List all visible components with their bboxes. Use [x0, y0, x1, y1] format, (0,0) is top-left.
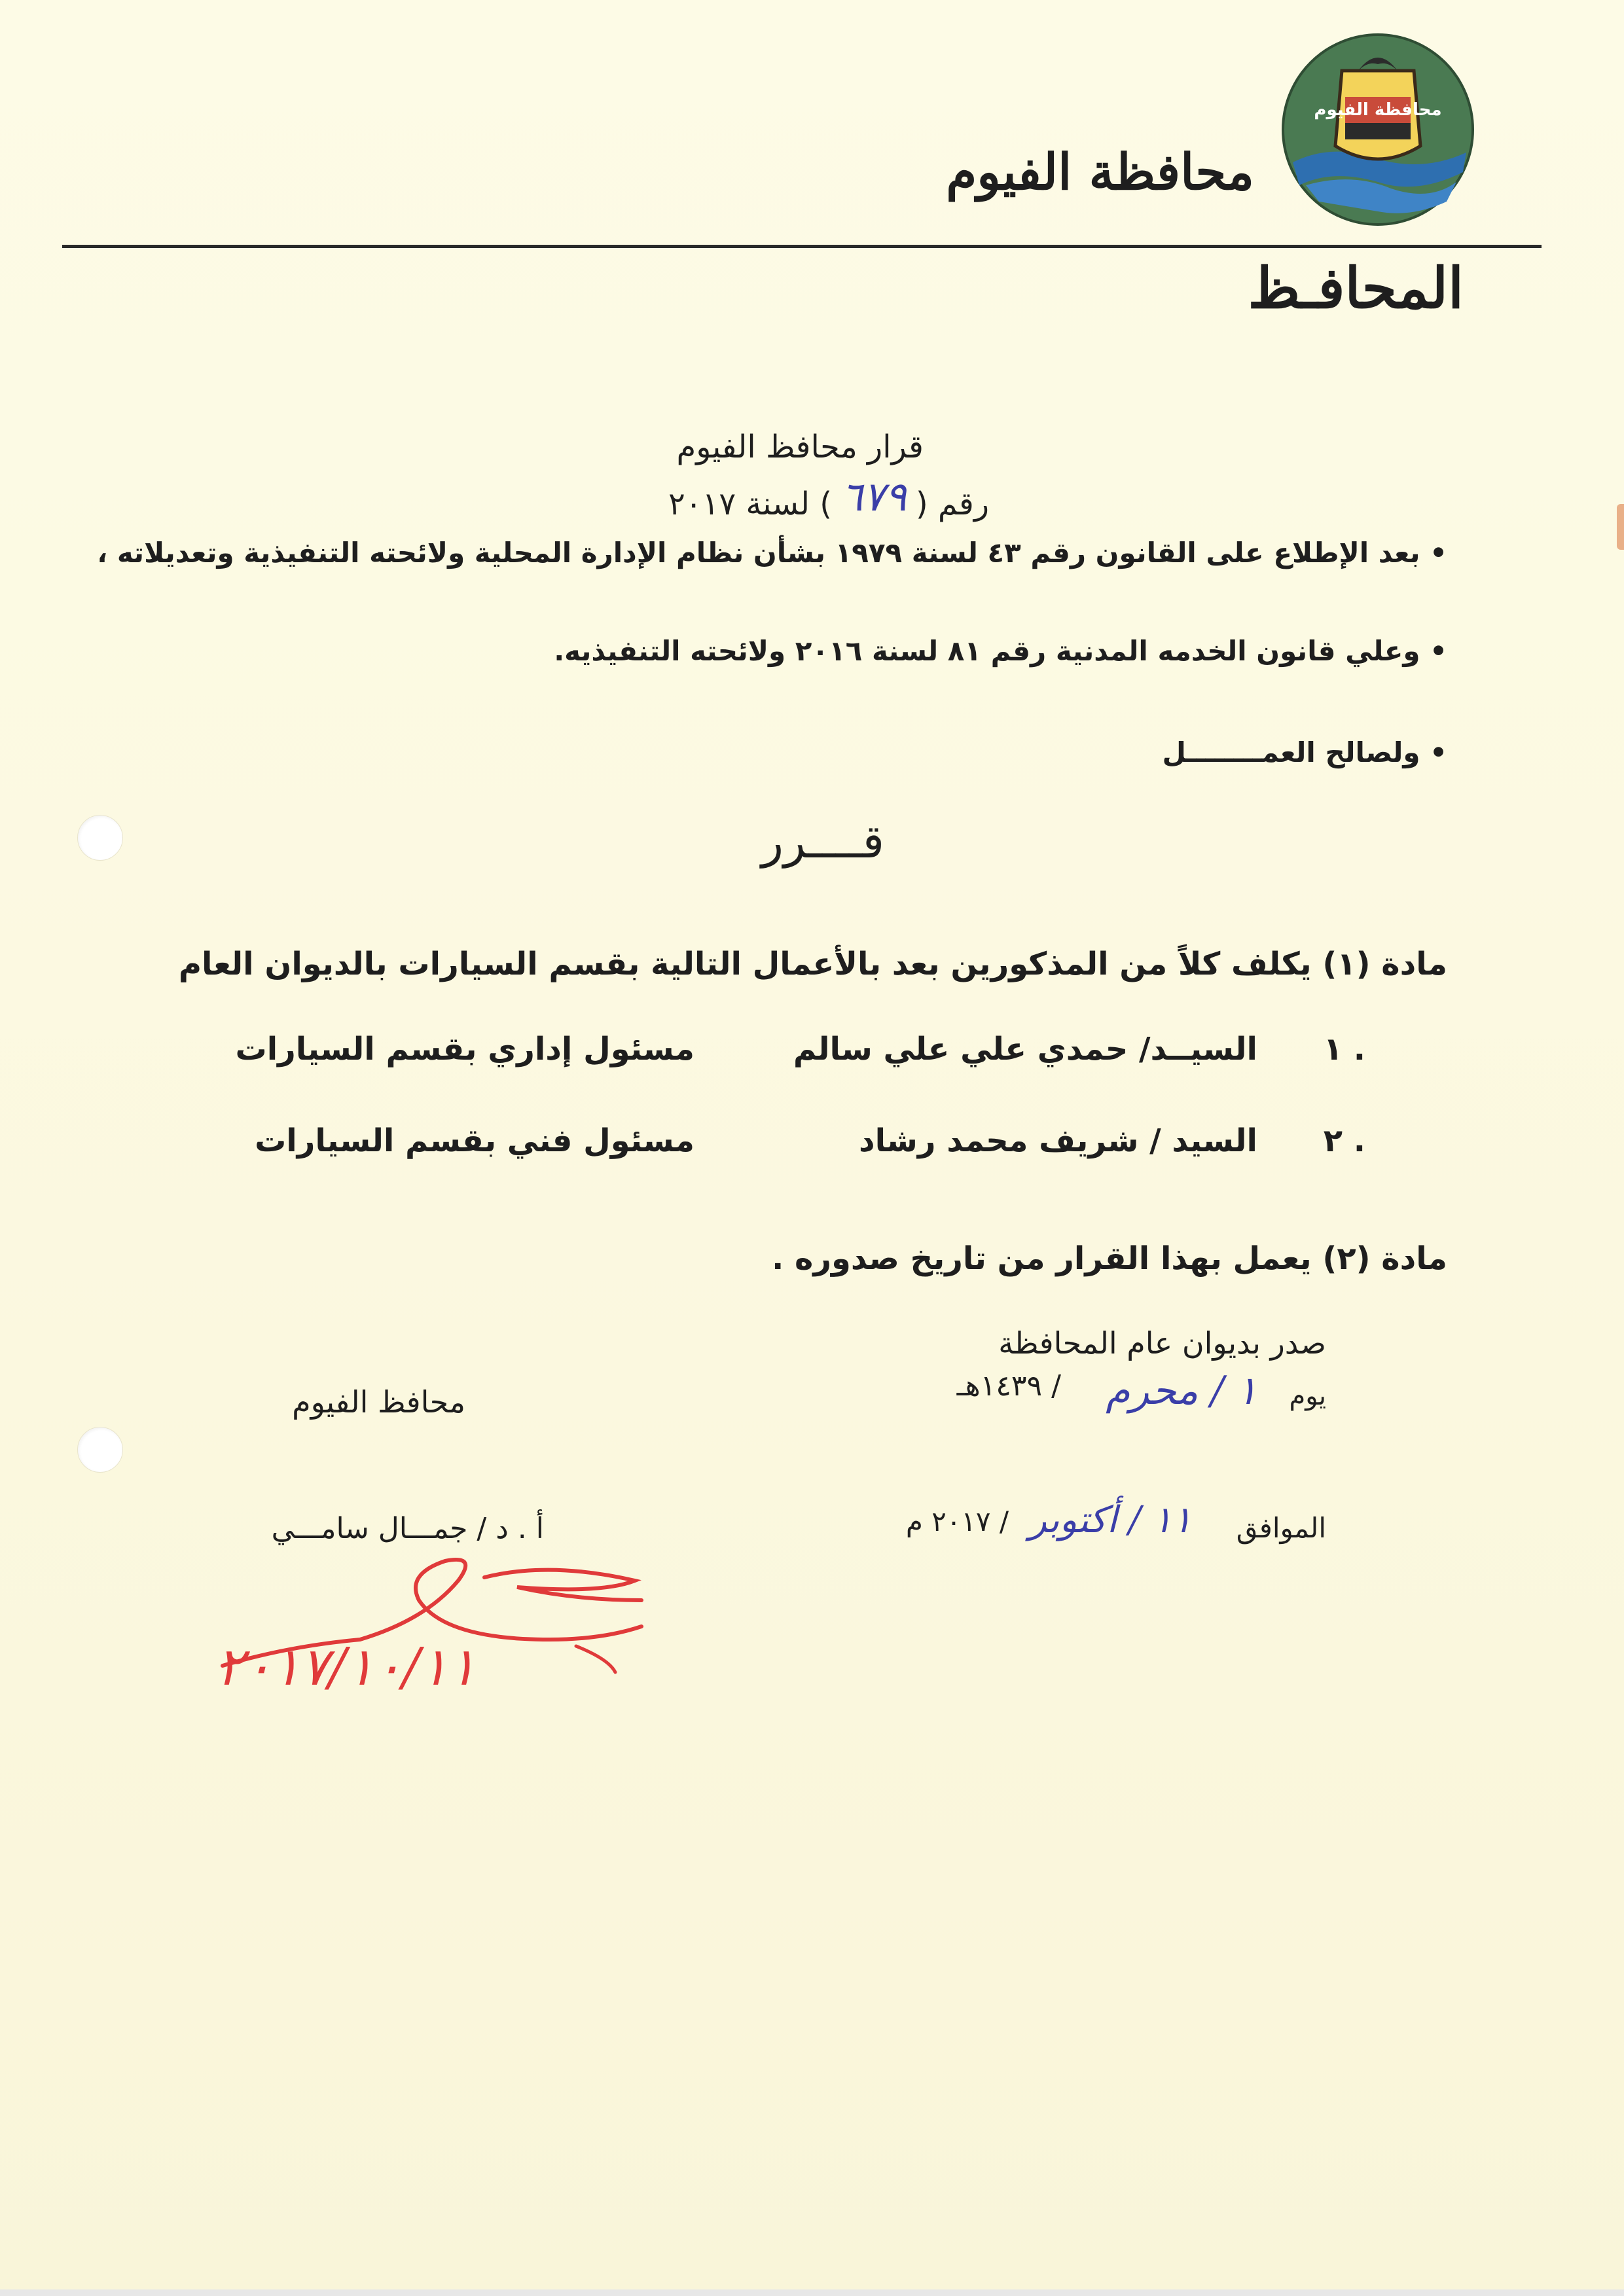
decision-number-line [668, 473, 989, 524]
decision-number-prefix: رقم ( [915, 486, 989, 522]
article-1: مادة (١) يكلف كلاً من المذكورين بعد بالأعمال التالية بقسم السيارات بالديوان العام [178, 946, 1447, 982]
preamble-item: • وعلي قانون الخدمه المدنية رقم ٨١ لسنة ٢٠١٦ ولائحته التنفيذيه. [554, 635, 1447, 667]
scan-edge [0, 2289, 1624, 2296]
person-name: السيد / شريف محمد رشاد [859, 1122, 1257, 1159]
governorate-seal-logo [1280, 31, 1476, 228]
person-name: السيــد/ حمدي علي علي سالم [793, 1031, 1257, 1067]
governorate-name: محافظة الفيوم [946, 143, 1254, 201]
seal-text: محافظة الفيوم [1314, 100, 1442, 120]
preamble-item: • بعد الإطلاع على القانون رقم ٤٣ لسنة ١٩٧٩ بشأن نظام الإدارة المحلية ولائحته التنفيذية وتعديلاته ، [97, 537, 1447, 569]
header-divider [62, 245, 1542, 248]
hijri-date-handwritten: ١ / محرم [1106, 1368, 1257, 1414]
decision-title: قرار محافظ الفيوم [676, 429, 924, 465]
signature-date: ٢٠١٧/١٠/١١ [216, 1636, 477, 1697]
decree-heading: قــــرر [761, 815, 884, 869]
day-label: يوم [1289, 1381, 1326, 1411]
office-title: المحافـظ [1248, 255, 1464, 321]
preamble-item: • ولصالح العمــــــــل [1162, 736, 1447, 768]
person-role: مسئول فني بقسم السيارات [255, 1122, 695, 1159]
signatory-title: محافظ الفيوم [292, 1384, 465, 1420]
person-number: ١ . [1323, 1031, 1365, 1067]
article-2: مادة (٢) يعمل بهذا القرار من تاريخ صدوره . [772, 1240, 1447, 1277]
gregorian-label: الموافق [1236, 1512, 1326, 1544]
edge-mark [1617, 504, 1624, 550]
issued-at: صدر بديوان عام المحافظة [998, 1325, 1326, 1361]
person-role: مسئول إداري بقسم السيارات [235, 1031, 695, 1067]
signatory-name: أ . د / جمـــال سامـــي [271, 1512, 544, 1545]
decision-number-handwritten: ٦٧٩ [841, 473, 907, 520]
person-number: ٢ . [1323, 1122, 1365, 1159]
gregorian-date-handwritten: ١١ / أكتوبر [1028, 1499, 1192, 1541]
punch-hole [77, 1427, 123, 1473]
punch-hole [77, 815, 123, 861]
decision-number-suffix: ) لسنة ٢٠١٧ [668, 486, 833, 522]
hijri-year: / ١٤٣٩هـ [956, 1369, 1061, 1403]
gregorian-year: / ٢٠١٧ م [905, 1505, 1009, 1537]
